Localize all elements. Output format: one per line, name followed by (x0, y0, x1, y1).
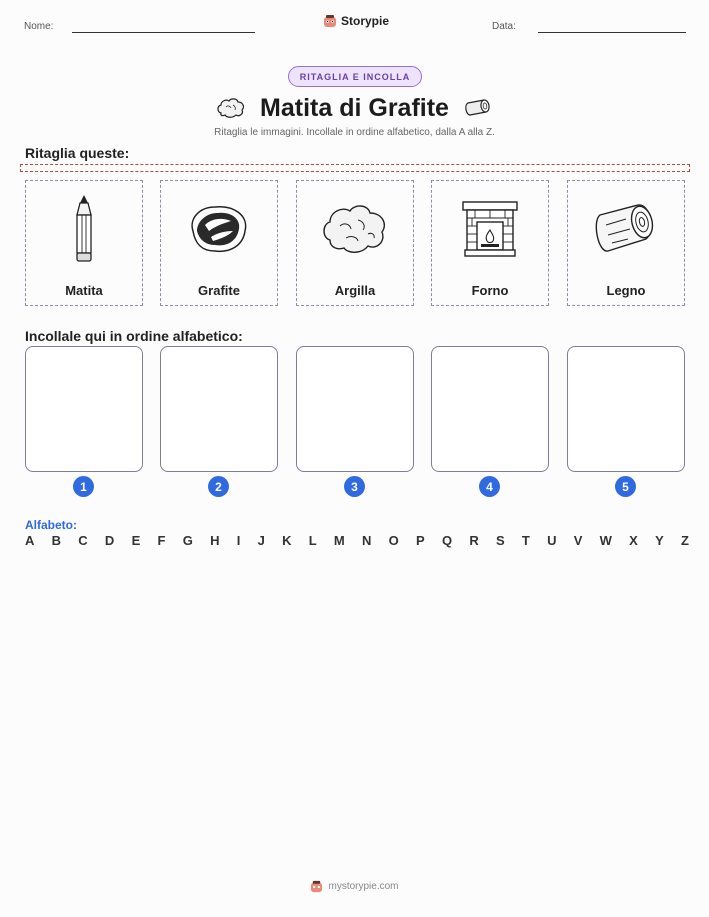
alphabet-letter: X (629, 533, 638, 548)
number-badge: 3 (344, 476, 365, 497)
date-label: Data: (492, 21, 516, 32)
alphabet-letter: L (308, 533, 317, 548)
alphabet-letter: J (257, 533, 265, 548)
alphabet-letter: W (599, 533, 612, 548)
graphite-icon (187, 201, 251, 257)
cut-card-grafite[interactable] (160, 180, 278, 306)
alphabet-letter: A (25, 533, 35, 548)
paste-box-5[interactable] (567, 346, 685, 472)
alphabet-letter: P (416, 533, 425, 548)
clay-icon (320, 200, 390, 258)
alphabet-letter: G (182, 533, 193, 548)
title-row (150, 90, 559, 126)
alphabet-letter: R (469, 533, 479, 548)
alphabet-letter: O (388, 533, 399, 548)
name-field-line[interactable] (72, 32, 255, 33)
date-field-line[interactable] (538, 32, 686, 33)
alphabet-heading: Alfabeto: (25, 518, 77, 532)
paste-box-4[interactable] (431, 346, 549, 472)
paste-box-2[interactable] (160, 346, 278, 472)
alphabet-letter: U (547, 533, 557, 548)
storypie-logo-icon (323, 14, 337, 28)
number-badge: 5 (615, 476, 636, 497)
number-badge: 2 (208, 476, 229, 497)
alphabet-row (25, 533, 689, 548)
alphabet-letter: Y (655, 533, 664, 548)
cut-card-matita[interactable] (25, 180, 143, 306)
cut-line (20, 164, 690, 172)
paste-section-heading: Incollale qui in ordine alfabetico: (25, 328, 243, 344)
wood-log-icon (590, 201, 662, 257)
alphabet-letter: C (78, 533, 88, 548)
footer-url[interactable]: mystorypie.com (328, 881, 399, 892)
paste-box-3[interactable] (296, 346, 414, 472)
alphabet-letter: M (333, 533, 345, 548)
clay-icon (216, 97, 246, 119)
instructions: Ritaglia le immagini. Incollale in ordine alfabetico, dalla A alla Z. (214, 127, 495, 138)
alphabet-letter: D (104, 533, 115, 548)
alphabet-letter: F (157, 533, 166, 548)
alphabet-letter: Z (681, 533, 689, 548)
alphabet-letter: B (51, 533, 62, 548)
alphabet-letter: Q (441, 533, 453, 548)
wood-log-icon (463, 97, 493, 119)
cut-card-legno[interactable] (567, 180, 685, 306)
alphabet-letter: I (236, 533, 241, 548)
card-label: Legno (606, 283, 646, 298)
footer (0, 880, 709, 893)
card-label: Matita (65, 283, 103, 298)
pencil-icon (69, 193, 99, 265)
alphabet-letter: N (362, 533, 372, 548)
card-label: Grafite (198, 283, 240, 298)
paste-box-1[interactable] (25, 346, 143, 472)
card-label: Forno (471, 283, 509, 298)
cut-card-forno[interactable] (431, 180, 549, 306)
card-label: Argilla (334, 283, 376, 298)
furnace-icon (461, 200, 519, 258)
alphabet-letter: E (131, 533, 141, 548)
page-title: Matita di Grafite (260, 93, 449, 122)
alphabet-letter: T (521, 533, 530, 548)
number-badge: 4 (479, 476, 500, 497)
cut-card-argilla[interactable] (296, 180, 414, 306)
name-label: Nome: (24, 21, 54, 32)
alphabet-letter: H (210, 533, 220, 548)
cut-section-heading: Ritaglia queste: (25, 145, 130, 161)
brand-logo (323, 14, 389, 28)
brand-name: Storypie (341, 14, 390, 28)
storypie-logo-icon (310, 880, 323, 893)
alphabet-letter: V (573, 533, 583, 548)
alphabet-letter: S (495, 533, 505, 548)
activity-badge: RITAGLIA E INCOLLA (288, 66, 422, 87)
number-badge: 1 (73, 476, 94, 497)
alphabet-letter: K (282, 533, 292, 548)
